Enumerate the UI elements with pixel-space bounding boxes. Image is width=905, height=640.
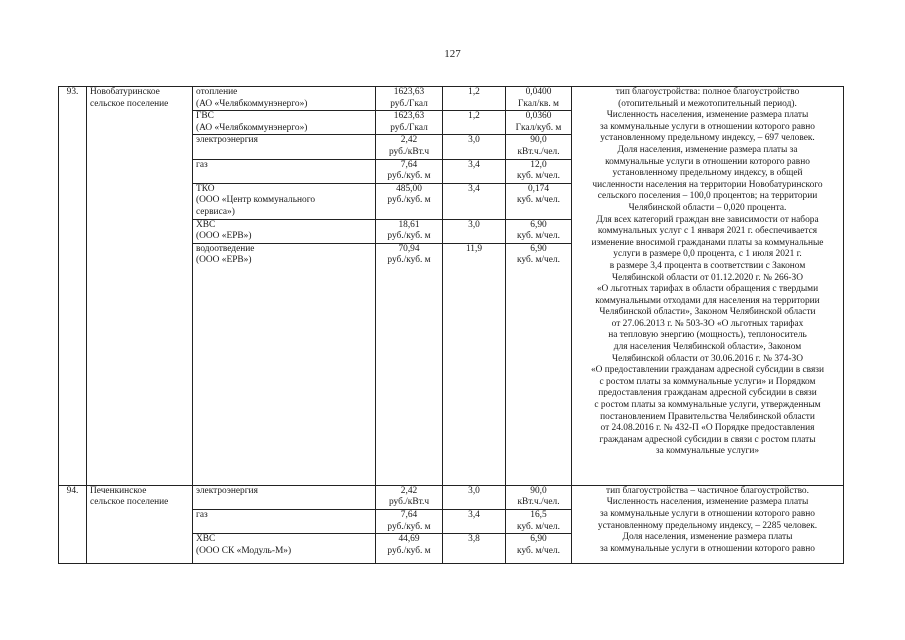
service-name-cell — [193, 183, 376, 219]
text-line: 0,0360 — [525, 111, 552, 122]
index-cell — [443, 534, 506, 564]
text-line: 16,5 — [530, 509, 547, 520]
index-cell — [443, 243, 506, 485]
text-line: 485,00 — [396, 183, 422, 194]
text-line: куб. м/чел. — [517, 171, 560, 182]
text-line: Для всех категорий граждан вне зависимости от набора — [596, 214, 819, 225]
norm-cell — [506, 243, 572, 485]
text-line: сервиса») — [196, 206, 235, 217]
text-line: (ООО «Центр коммунального — [196, 195, 316, 206]
text-line: за коммунальные услуги в отношении которого равно — [599, 508, 815, 519]
index-cell — [443, 485, 506, 509]
text-line: руб./куб. м — [387, 521, 431, 532]
tariff-cell — [376, 485, 443, 509]
tariff-cell — [376, 509, 443, 533]
text-line: за коммунальные услуги в отношении которого равно — [599, 121, 815, 132]
tariff-cell — [376, 87, 443, 111]
text-line: ГВС — [196, 111, 214, 122]
text-line: куб. м/чел. — [517, 195, 560, 206]
text-line: руб./Гкал — [390, 98, 428, 109]
index-cell — [443, 509, 506, 533]
index-value: 3,0 — [468, 485, 480, 496]
text-line: куб. м/чел. — [517, 255, 560, 266]
text-line: ХВС — [196, 534, 216, 545]
text-line: отопление — [196, 87, 238, 97]
text-line: электроэнергия — [196, 485, 258, 496]
row-number-cell — [59, 87, 87, 486]
text-line: куб. м/чел. — [517, 545, 560, 556]
index-cell — [443, 183, 506, 219]
text-line: кВт.ч./чел. — [517, 146, 560, 157]
text-line: «О льготных тарифах в области обращения с твердыми — [596, 284, 819, 295]
service-name-cell — [193, 485, 376, 509]
text-line: численности населения на территории Новобатуринского — [592, 179, 823, 190]
text-line: 12,0 — [530, 159, 547, 170]
text-line: (АО «Челябкоммунэнерго») — [196, 98, 308, 109]
text-line: с ростом платы за коммунальные услуги» и Порядком — [599, 376, 816, 387]
text-line: 44,69 — [398, 534, 420, 545]
text-line: Печенкинское — [90, 485, 147, 496]
text-line: от 24.08.2016 г. № 432-П «О Порядке предоставления — [600, 423, 815, 434]
text-line: газ — [196, 509, 208, 520]
norm-cell — [506, 534, 572, 564]
page-number: 127 — [444, 48, 461, 60]
text-line: 0,0400 — [525, 87, 552, 97]
table-row — [59, 485, 844, 509]
description-cell — [572, 87, 844, 486]
tariff-cell — [376, 183, 443, 219]
text-line: установленному предельному индексу, в общей — [612, 168, 803, 179]
tariff-cell — [376, 159, 443, 183]
service-name-cell — [193, 111, 376, 135]
text-line: куб. м/чел. — [517, 231, 560, 242]
norm-cell — [506, 135, 572, 159]
text-line: 6,90 — [530, 219, 547, 230]
row-number: 93. — [66, 87, 79, 97]
text-line: руб./Гкал — [390, 122, 428, 133]
tariff-cell — [376, 534, 443, 564]
text-line: руб./кВт.ч — [388, 146, 430, 157]
text-line: сельское поселение — [90, 98, 169, 109]
text-line: 1623,63 — [393, 111, 425, 122]
text-line: Доля населения, изменение размера платы за — [617, 144, 798, 155]
text-line: Челябинской области от 01.12.2020 г. № 266-ЗО — [612, 272, 803, 283]
text-line: коммунальные услуги в отношении которого равно — [605, 156, 810, 167]
text-line: (АО «Челябкоммунэнерго») — [196, 122, 308, 133]
text-line: руб./куб. м — [387, 255, 431, 266]
index-value: 1,2 — [468, 111, 480, 122]
text-line: изменение вносимой гражданами платы за коммунальные — [591, 237, 824, 248]
norm-cell — [506, 183, 572, 219]
row-number: 94. — [66, 485, 79, 496]
index-value: 1,2 — [468, 87, 480, 97]
text-line: ТКО — [196, 183, 215, 194]
text-line: гражданам адресной субсидии в связи с ростом платы — [599, 434, 816, 445]
text-line: руб./куб. м — [387, 231, 431, 242]
tariff-cell — [376, 219, 443, 243]
text-line: (отопительный и межотопительный период). — [618, 98, 797, 109]
service-name-cell — [193, 159, 376, 183]
tariff-cell — [376, 111, 443, 135]
text-line: (ООО «ЕРВ») — [196, 255, 252, 266]
text-line: (ООО СК «Модуль-М») — [196, 545, 292, 556]
text-line: куб. м/чел. — [517, 521, 560, 532]
text-line: «О предоставлении гражданам адресной субсидии в связи — [590, 365, 825, 376]
text-line: 7,64 — [400, 509, 418, 520]
index-value: 3,4 — [468, 159, 480, 170]
index-value: 3,4 — [468, 509, 480, 520]
text-line: тип благоустройства – частичное благоустройство. — [606, 485, 809, 496]
text-line: 2,42 — [400, 135, 418, 146]
text-line: за коммунальные услуги в отношении которого равно — [599, 543, 815, 554]
text-line: предоставления гражданам адресной субсидии в связи — [598, 388, 817, 399]
index-cell — [443, 135, 506, 159]
text-line: Челябинской области от 30.06.2016 г. № 374-ЗО — [612, 353, 803, 364]
text-line: Новобатуринское — [90, 87, 160, 97]
text-line: установленному предельному индексу, – 697 человек. — [600, 133, 815, 144]
index-value: 11,9 — [465, 243, 483, 254]
index-value: 3,0 — [468, 135, 480, 146]
index-value: 3,0 — [468, 219, 480, 230]
text-line: 7,64 — [400, 159, 418, 170]
service-name-cell — [193, 87, 376, 111]
text-line: 18,61 — [398, 219, 420, 230]
index-cell — [443, 87, 506, 111]
text-line: на тепловую энергию (мощность), теплоноситель — [608, 330, 807, 341]
index-value: 3,8 — [468, 534, 480, 545]
tariff-cell — [376, 135, 443, 159]
norm-cell — [506, 485, 572, 509]
service-name-cell — [193, 135, 376, 159]
text-line: постановлением Правительства Челябинской области — [600, 411, 815, 422]
text-line: сельского поселения – 100,0 процентов; на территории — [597, 191, 818, 202]
text-line: в размере 3,4 процента в соответствии с Законом — [609, 260, 806, 271]
norm-cell — [506, 87, 572, 111]
text-line: 6,90 — [530, 534, 547, 545]
text-line: 6,90 — [530, 243, 547, 254]
text-line: 1623,63 — [393, 87, 425, 97]
text-line: сельское поселение — [90, 497, 169, 508]
text-line: 90,0 — [530, 485, 547, 496]
table-body — [59, 87, 844, 564]
text-line: услуги в размере 0,0 процента, с 1 июля 2021 г. — [613, 249, 802, 260]
text-line: Численность населения, изменение размера платы — [606, 497, 809, 508]
text-line: Доля населения, изменение размера платы — [622, 532, 793, 543]
text-line: для населения Челябинской области», Законом — [613, 342, 802, 353]
text-line: 2,42 — [400, 485, 418, 496]
text-line: Челябинской области – 0,020 процента. — [628, 202, 787, 213]
description-cell — [572, 485, 844, 563]
text-line: 0,174 — [527, 183, 550, 194]
settlement-name-cell — [87, 87, 193, 486]
text-line: (ООО «ЕРВ») — [196, 231, 252, 242]
text-line: руб./кВт.ч — [388, 497, 430, 508]
index-cell — [443, 219, 506, 243]
text-line: 70,94 — [398, 243, 420, 254]
text-line: от 27.06.2013 г. № 503-ЗО «О льготных тарифах — [611, 318, 804, 329]
text-line: руб./куб. м — [387, 545, 431, 556]
text-line: установленному предельному индексу, – 2285 человек. — [597, 520, 818, 531]
text-line: руб./куб. м — [387, 195, 431, 206]
norm-cell — [506, 111, 572, 135]
text-line: Челябинской области», Законом Челябинской области — [599, 307, 816, 318]
table-row — [59, 87, 844, 111]
index-cell — [443, 159, 506, 183]
service-name-cell — [193, 243, 376, 485]
service-name-cell — [193, 219, 376, 243]
text-line: с ростом платы за коммунальные услуги, утвержденным — [594, 400, 821, 411]
text-line: коммунальных услуг с 1 января 2021 г. обеспечивается — [597, 226, 818, 237]
text-line: электроэнергия — [196, 135, 258, 146]
tariff-cell — [376, 243, 443, 485]
text-line: руб./куб. м — [387, 171, 431, 182]
text-line: ХВС — [196, 219, 216, 230]
norm-cell — [506, 219, 572, 243]
text-line: Численность населения, изменение размера платы — [606, 110, 809, 121]
text-line: тип благоустройства: полное благоустройство — [615, 87, 800, 97]
text-line: Гкал/кв. м — [518, 98, 559, 109]
row-number-cell — [59, 485, 87, 563]
text-line: 90,0 — [530, 135, 547, 146]
index-cell — [443, 111, 506, 135]
text-line: газ — [196, 159, 208, 170]
tariff-table — [58, 86, 844, 564]
text-line: за коммунальные услуги» — [655, 446, 760, 457]
text-line: Гкал/куб. м — [515, 122, 562, 133]
index-value: 3,4 — [468, 183, 480, 194]
norm-cell — [506, 159, 572, 183]
text-line: коммунальными отходами для населения на территории — [595, 295, 820, 306]
service-name-cell — [193, 534, 376, 564]
settlement-name-cell — [87, 485, 193, 563]
text-line: кВт.ч./чел. — [517, 497, 560, 508]
service-name-cell — [193, 509, 376, 533]
text-line: водоотведение — [196, 243, 255, 254]
norm-cell — [506, 509, 572, 533]
